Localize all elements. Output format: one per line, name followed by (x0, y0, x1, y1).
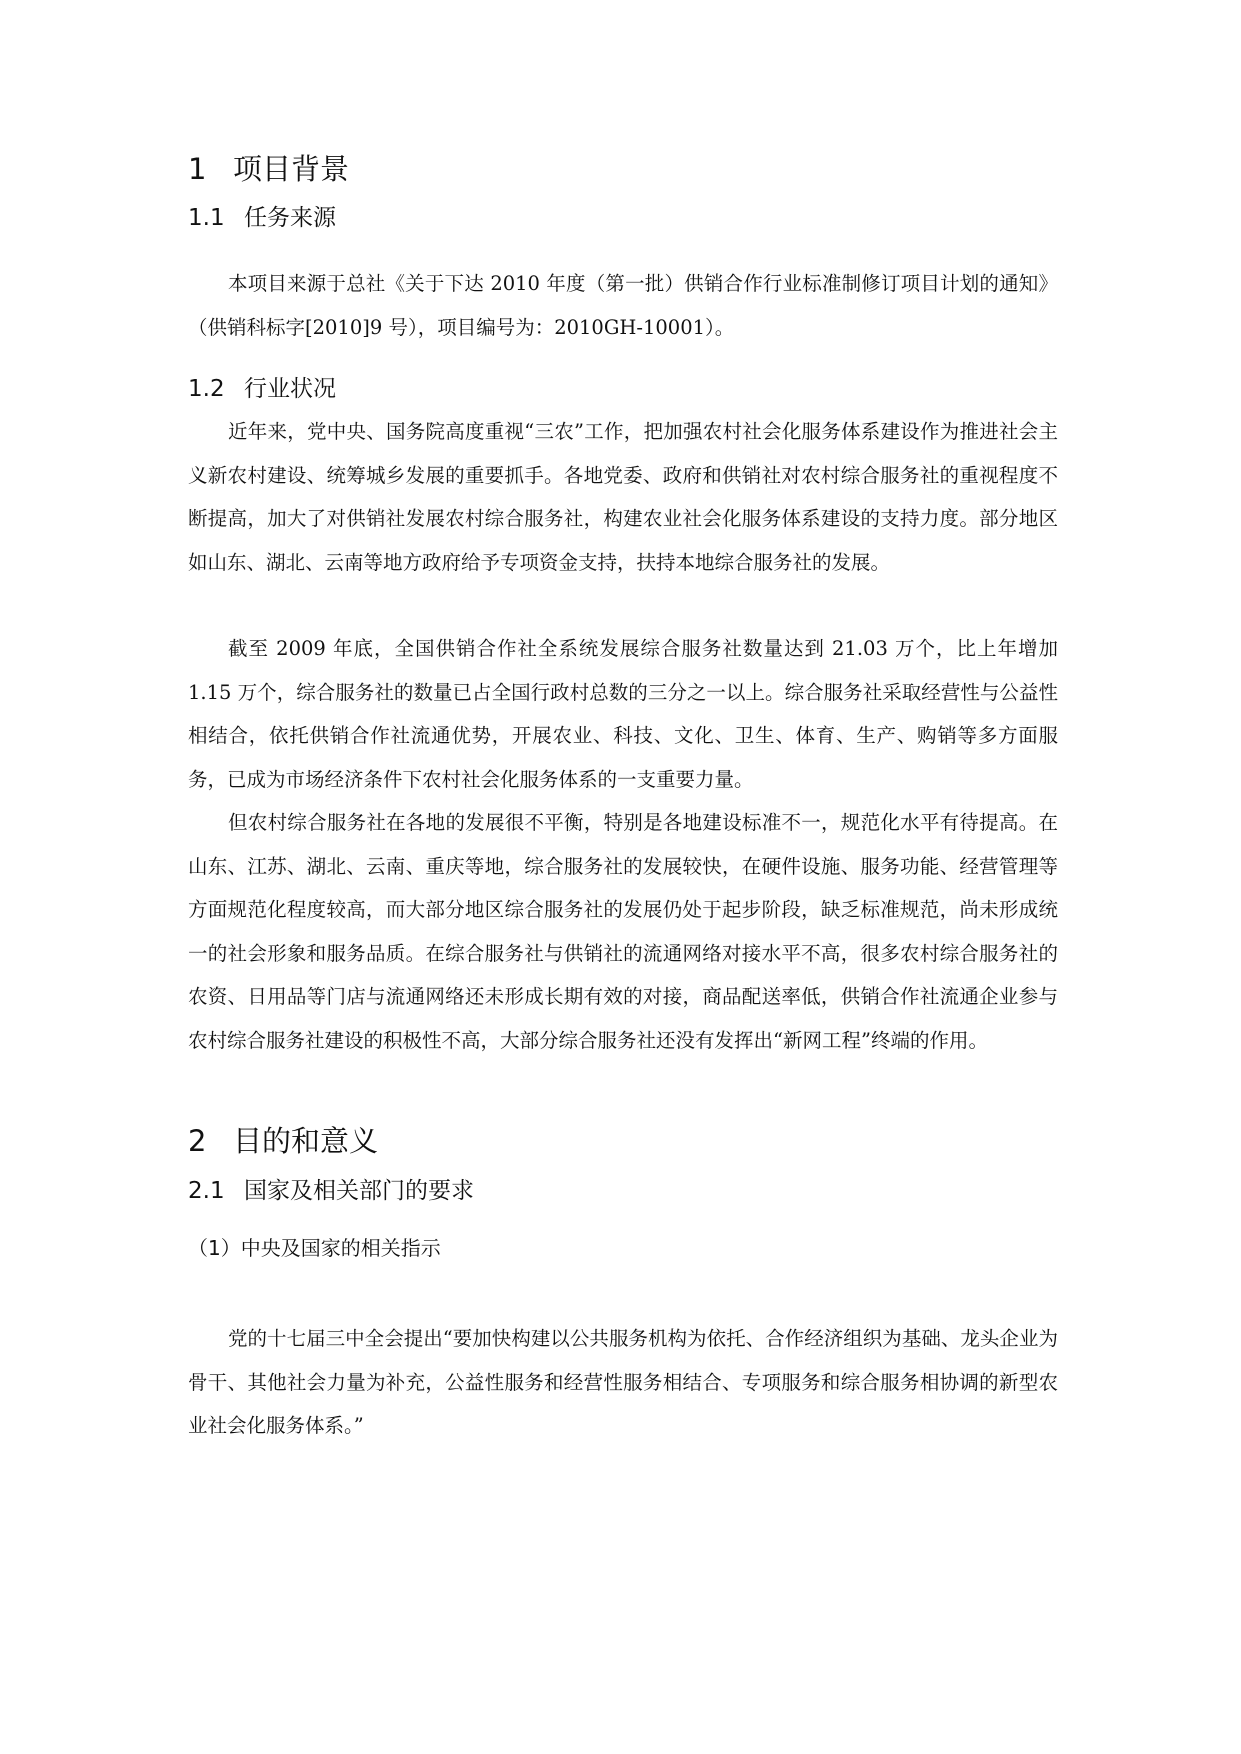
subsection-heading-2-1 (188, 1174, 474, 1208)
paragraph-industry-2: 截至 2009 年底，全国供销合作社全系统发展综合服务社数量达到 21.03 万个，比上年增加 1.15 万个，综合服务社的数量已占全国行政村总数的三分之一以上。综合服务社采取经营性与公益性相结合，依托供销合作社流通优势，开展农业、科技、文化、卫生、体育、生产、购销等多方面服务，已成为市场经济条件下农村社会化服务体系的一支重要力量。 (188, 637, 1058, 791)
subsection-heading-1-1 (188, 201, 336, 235)
section-number: 2 (188, 1124, 207, 1158)
paragraph-central-instructions: 党的十七届三中全会提出“要加快构建以公共服务机构为依托、合作经济组织为基础、龙头企业为骨干、其他社会力量为补充，公益性服务和经营性服务相结合、专项服务和综合服务相协调的新型农业社会化服务体系。” (188, 1327, 1058, 1437)
subsection-number: 2.1 (188, 1178, 225, 1204)
subsection-title: 国家及相关部门的要求 (244, 1178, 474, 1204)
subsection-number: 1.1 (188, 205, 225, 231)
section-title: 目的和意义 (233, 1124, 379, 1158)
subsection-title: 任务来源 (244, 205, 336, 231)
section-number: 1 (188, 152, 207, 186)
subsection-heading-1-2 (188, 372, 336, 406)
subsection-title: 行业状况 (244, 376, 336, 402)
paragraph-task-source: 本项目来源于总社《关于下达 2010 年度（第一批）供销合作行业标准制修订项目计划的通知》（供销科标字[2010]9 号），项目编号为：2010GH-10001）。 (188, 272, 1058, 339)
paragraph-industry-3: 但农村综合服务社在各地的发展很不平衡，特别是各地建设标准不一，规范化水平有待提高。在山东、江苏、湖北、云南、重庆等地，综合服务社的发展较快，在硬件设施、服务功能、经营管理等方面规范化程度较高，而大部分地区综合服务社的发展仍处于起步阶段，缺乏标准规范，尚未形成统一的社会形象和服务品质。在综合服务社与供销社的流通网络对接水平不高，很多农村综合服务社的农资、日用品等门店与流通网络还未形成长期有效的对接，商品配送率低，供销合作社流通企业参与农村综合服务社建设的积极性不高，大部分综合服务社还没有发挥出“新网工程”终端的作用。 (188, 811, 1058, 1052)
section-heading-1 (188, 149, 349, 189)
section-title: 项目背景 (233, 152, 350, 186)
paragraph-industry-1: 近年来，党中央、国务院高度重视“三农”工作，把加强农村社会化服务体系建设作为推进社会主义新农村建设、统筹城乡发展的重要抓手。各地党委、政府和供销社对农村综合服务社的重视程度不断提高，加大了对供销社发展农村综合服务社，构建农业社会化服务体系建设的支持力度。部分地区如山东、湖北、云南等地方政府给予专项资金支持，扶持本地综合服务社的发展。 (188, 420, 1058, 574)
sub-heading-central-instructions: （1）中央及国家的相关指示 (188, 1236, 441, 1260)
section-heading-2 (188, 1121, 378, 1161)
subsection-number: 1.2 (188, 376, 225, 402)
